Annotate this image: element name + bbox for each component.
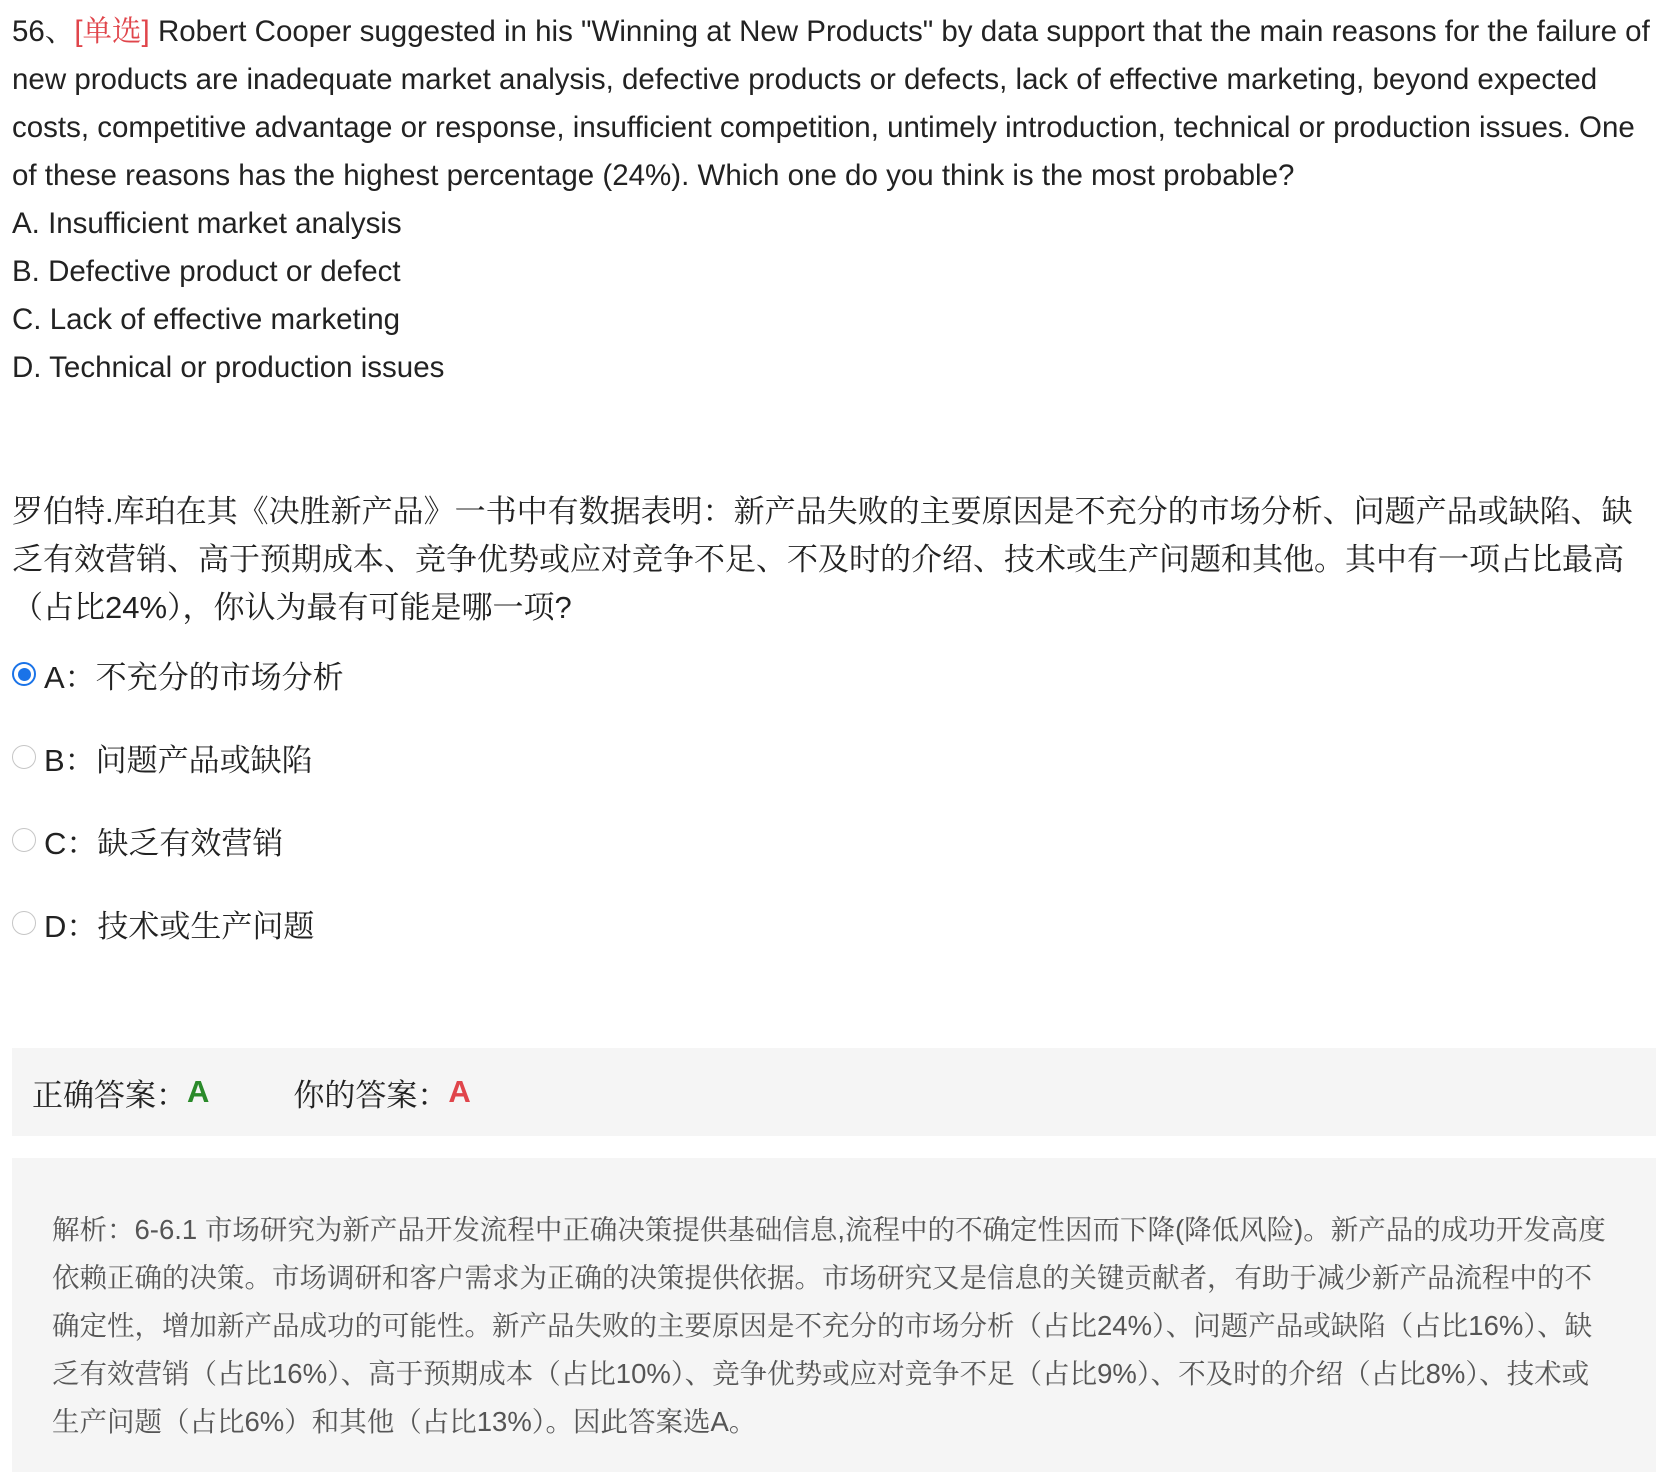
analysis-text: 解析：6-6.1 市场研究为新产品开发流程中正确决策提供基础信息,流程中的不确定性因而下降(降低风险)。新产品的成功开发高度依赖正确的决策。市场调研和客户需求为正确的决策提供依据。市场研究又是信息的关键贡献者，有助于减少新产品流程中的不确定性，增加新产品成功的可能性。新产品失败的主要原因是不充分的市场分析（占比24%）、问题产品或缺陷（占比16%）、缺乏有效营销（占比16%）、高于预期成本（占比10%）、竞争优势或应对竞争不足（占比9%）、不及时的介绍（占比8%）、技术或生产问题（占比6%）和其他（占比13%）。因此答案选A。: [52, 1214, 1606, 1437]
question-number: 56、: [12, 15, 75, 48]
choice-d-label: D：技术或生产问题: [44, 908, 315, 944]
choice-d[interactable]: [12, 899, 314, 947]
analysis-panel: [12, 1158, 1656, 1472]
radio-selected-icon[interactable]: [12, 662, 36, 686]
choice-a-label: A：不充分的市场分析: [44, 659, 344, 695]
question-english: [12, 8, 1652, 392]
question-stem: [12, 8, 1652, 200]
option-en-c: C. Lack of effective marketing: [12, 303, 401, 336]
your-answer-label: 你的答案：: [293, 1077, 449, 1113]
choice-c[interactable]: [12, 816, 283, 864]
correct-answer-value: A: [187, 1074, 210, 1109]
choice-c-label: C：缺乏有效营销: [44, 825, 284, 861]
correct-answer-label: 正确答案：: [32, 1077, 187, 1113]
choice-a[interactable]: [12, 650, 344, 698]
your-answer-value: A: [448, 1074, 471, 1109]
choice-b[interactable]: [12, 733, 313, 781]
choice-b-label: B：问题产品或缺陷: [44, 742, 313, 778]
radio-icon[interactable]: [12, 911, 36, 935]
answer-summary: [12, 1048, 1656, 1136]
option-en-d: D. Technical or production issues: [12, 351, 445, 384]
your-answer: [293, 1070, 470, 1115]
radio-icon[interactable]: [12, 828, 36, 852]
option-en-b: B. Defective product or defect: [12, 255, 401, 288]
question-type-tag: [单选]: [74, 15, 150, 48]
radio-icon[interactable]: [12, 745, 36, 769]
correct-answer: [32, 1070, 209, 1115]
option-en-a: A. Insufficient market analysis: [12, 207, 402, 240]
question-text-zh: 罗伯特.库珀在其《决胜新产品》一书中有数据表明：新产品失败的主要原因是不充分的市场分析、问题产品或缺陷、缺乏有效营销、高于预期成本、竞争优势或应对竞争不足、不及时的介绍、技术或生产问题和其他。其中有一项占比最高（占比24%），你认为最有可能是哪一项?: [12, 494, 1633, 625]
question-text-en: Robert Cooper suggested in his "Winning at New Products" by data support that the main reasons for the failure of new products are inadequate market analysis, defective products or defects, lack of effective marketing, beyond expected costs, competitive advantage or response, insufficient competition, untimely introduction, technical or production issues. One of these reasons has the highest percentage (24%). Which one do you think is the most probable?: [12, 15, 1650, 192]
